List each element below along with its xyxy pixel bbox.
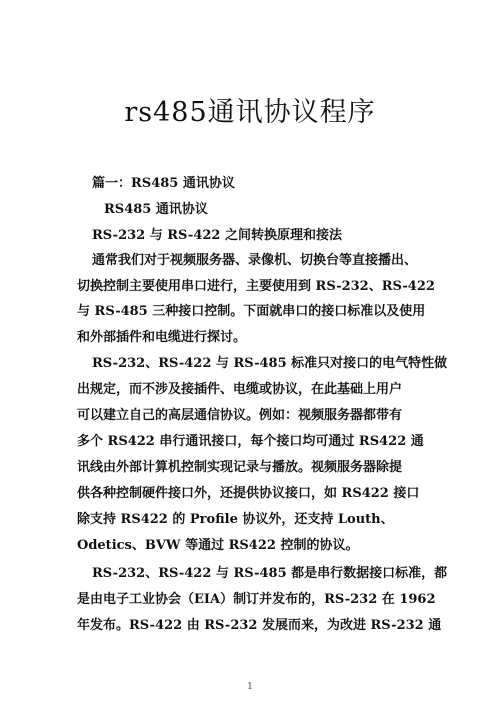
paragraph-line: 通常我们对于视频服务器、录像机、切换台等直接播出、 [92,253,418,268]
paragraph-line: 除支持 RS422 的 Profile 协议外，还支持 Louth、 [77,512,394,527]
paragraph-line: 年发布。RS-422 由 RS-232 发展而来，为改进 RS-232 通 [77,618,442,633]
paragraph-line: 与 RS-485 三种接口控制。下面就串口的接口标准以及使用 [77,304,426,319]
subsection-heading: RS485 通讯协议 [104,202,208,217]
paragraph-line: 和外部插件和电缆进行探讨。 [77,330,247,345]
paragraph-line: RS-232、RS-422 与 RS-485 标准只对接口的电气特性做 [92,356,448,371]
paragraph-line: 切换控制主要使用串口进行，主要使用到 RS-232、RS-422 [77,279,435,294]
paragraph-line: Odetics、BVW 等通过 RS422 控制的协议。 [77,538,359,553]
page-number: 1 [247,682,253,692]
paragraph-line: 可以建立自己的高层通信协议。例如：视频服务器都带有 [77,408,403,423]
section-heading: 篇一：RS485 通讯协议 [92,176,235,191]
paragraph-line: 讯线由外部计算机控制实现记录与播放。视频服务器除提 [77,460,403,475]
paragraph-line: 出规定，而不涉及接插件、电缆或协议，在此基础上用户 [77,382,403,397]
topic-heading: RS-232 与 RS-422 之间转换原理和接法 [92,228,342,243]
paragraph-line: 是由电子工业协会（EIA）制订并发布的，RS-232 在 1962 [77,592,436,607]
paragraph-line: 多个 RS422 串行通讯接口，每个接口均可通过 RS422 通 [77,434,424,449]
document-title: rs485通讯协议程序 [124,97,376,128]
paragraph-line: 供各种控制硬件接口外，还提供协议接口，如 RS422 接口 [77,486,420,501]
paragraph-line: RS-232、RS-422 与 RS-485 都是串行数据接口标准，都 [92,566,448,581]
